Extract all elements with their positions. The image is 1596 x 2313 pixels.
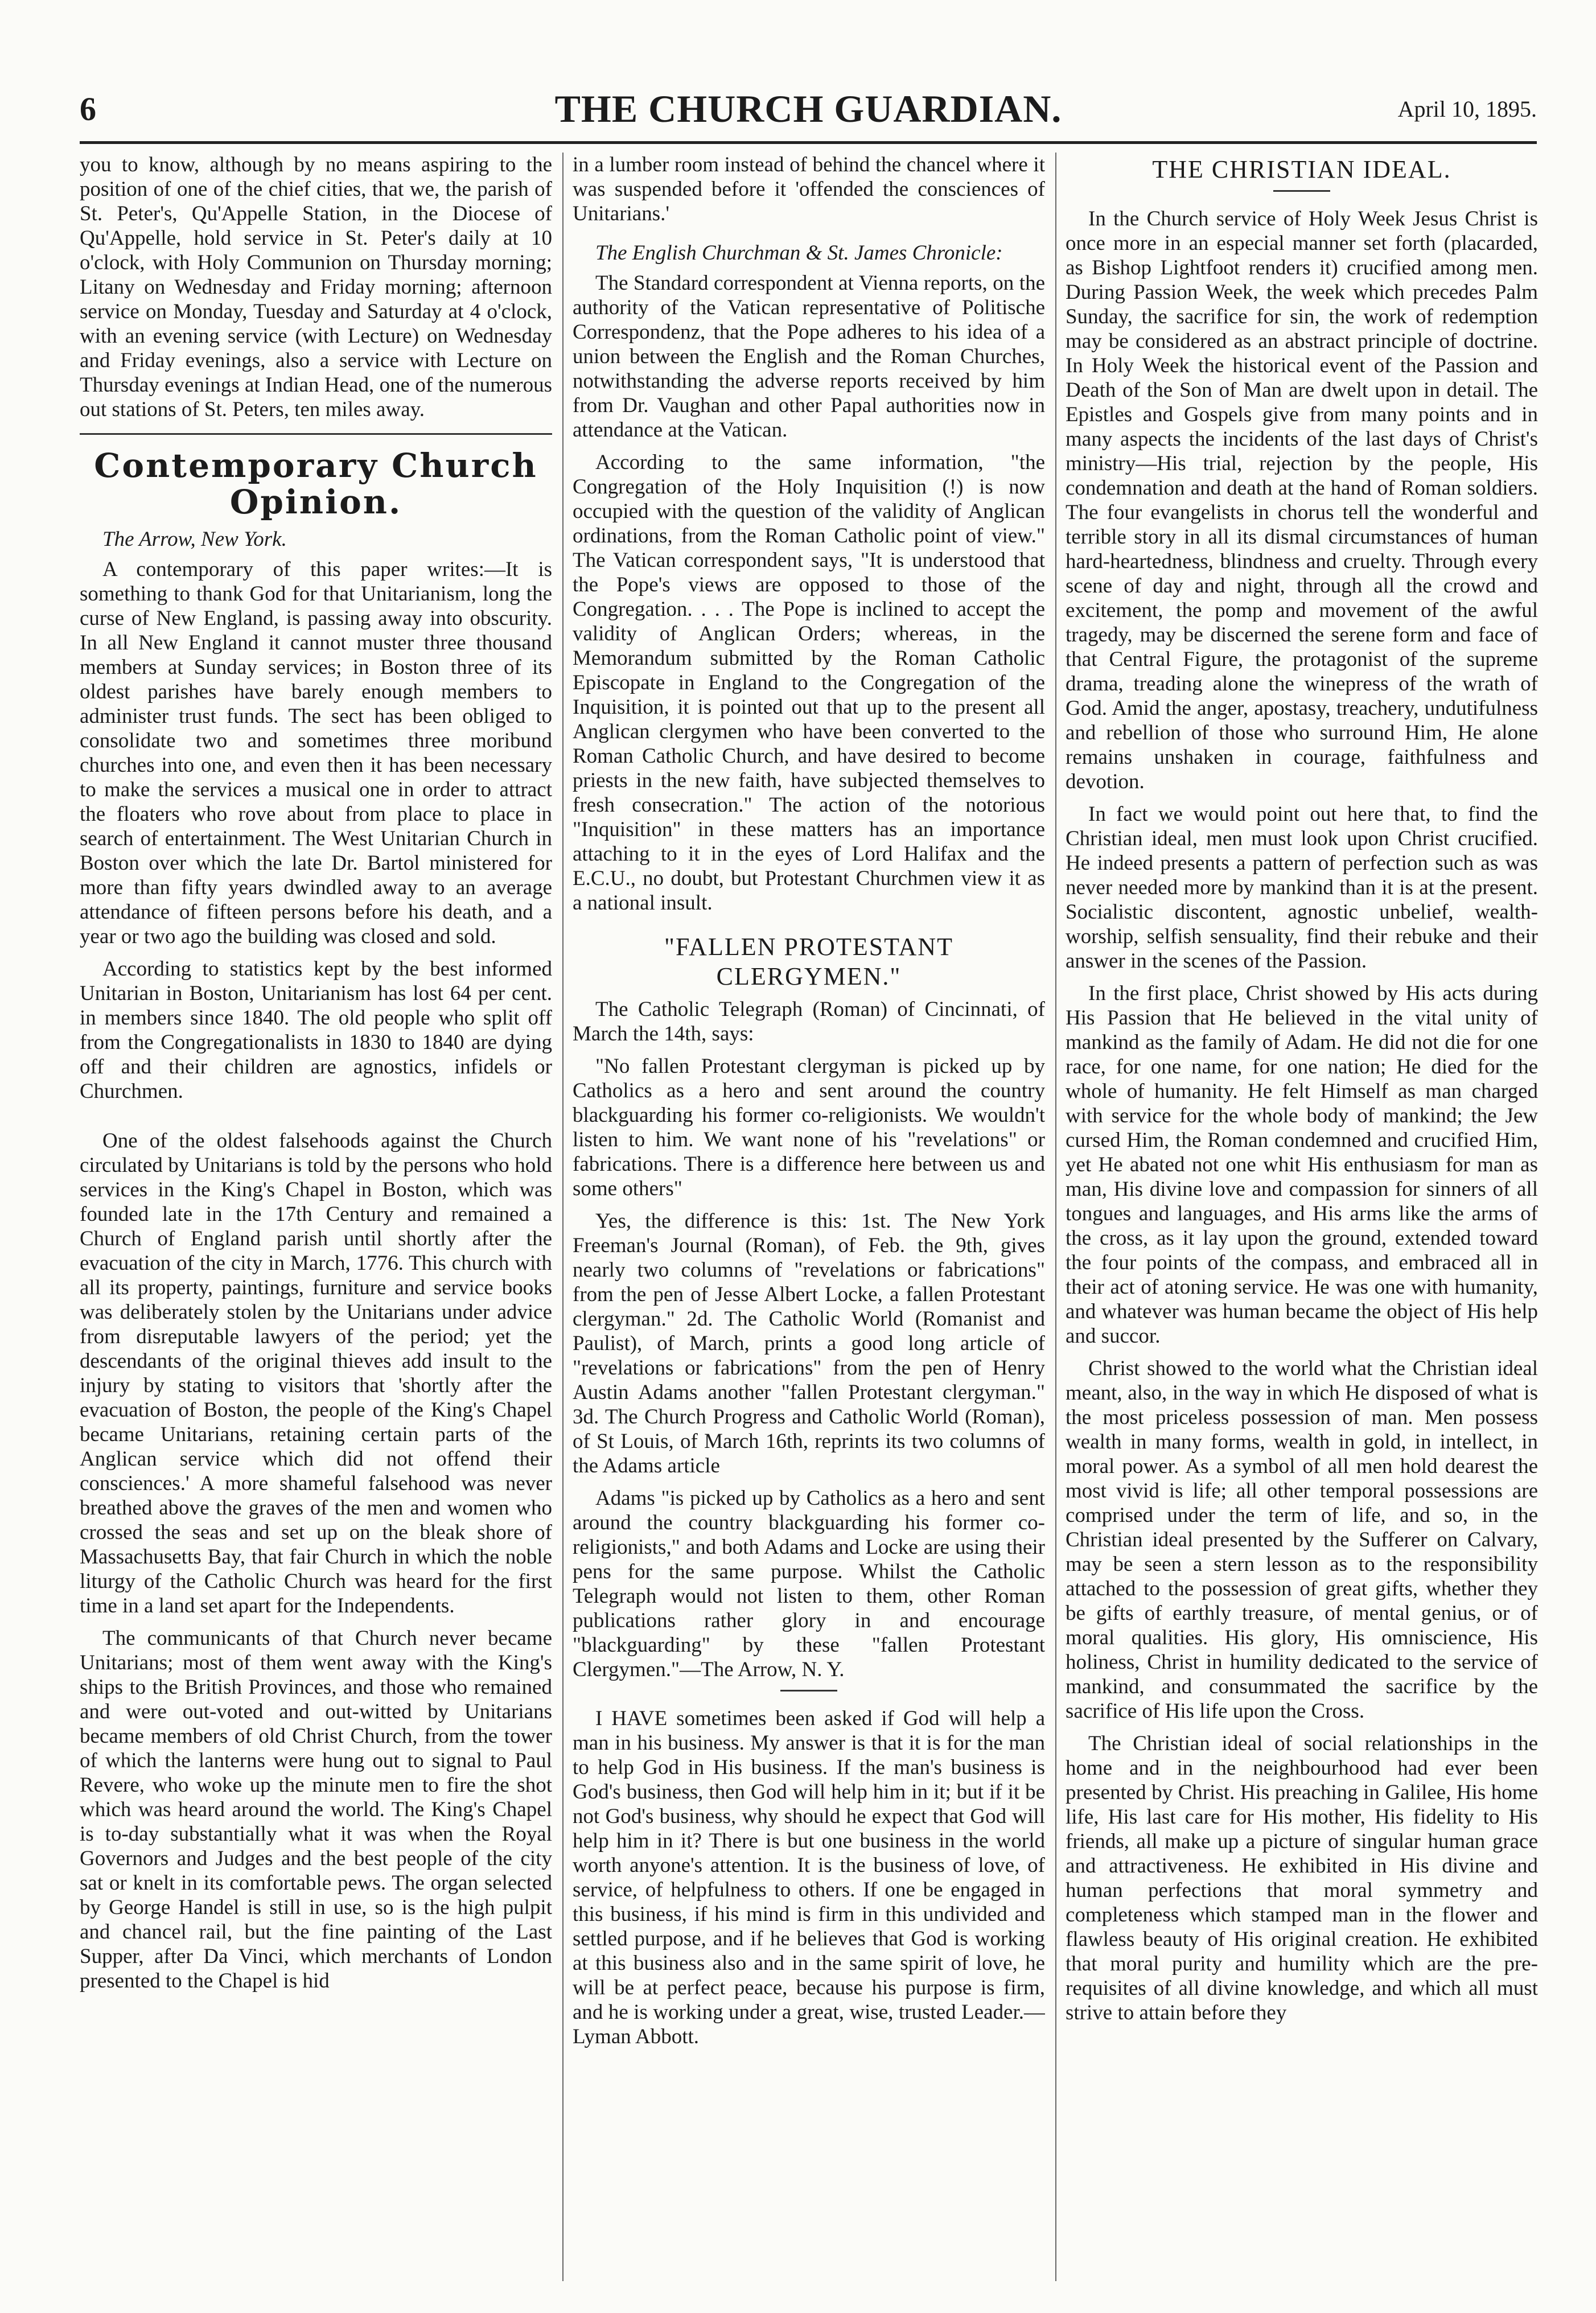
article-paragraph: "No fallen Protestant clergyman is picked up by Catholics as a hero and sent around the country blackguarding his former co-religionists. We wouldn't listen to him. We want none of his "revelations" or fabrications. There is a difference here between us and some others" — [573, 1055, 1045, 1200]
masthead — [80, 87, 1537, 135]
article-paragraph: In the Church service of Holy Week Jesus Christ is once more in an especial manner set forth (placarded, as Bishop Lightfoot renders it) crucified among men. During Passion Week, the week which precedes Palm Sunday, the sacrifice for sin, the work of redemption may be considered as an abstract principle of doctrine. In Holy Week the historical event of the Passion and Death of the Son of Man are dwelt upon in detail. The Epistles and Gospels give from many points and in many aspects the incidents of the last days of Christ's ministry—His trial, rejection by the people, His condemnation and death at the hand of Roman soldiers. The four evangelists in chorus tell the wonderful and terrible story in all its dismal circumstances of human hard-heartedness, blindness and cruelty. Through every scene of day and night, through all the crowd and excitement, the pomp and movement of the awful tragedy, may be discerned the serene form and face of that Central Figure, the protagonist of the supreme drama, treading alone the winepress of the wrath of God. Amid the anger, apostasy, treachery, undutifulness and rebellion of those who surround Him, He alone remains unshaken in courage, faithfulness and devotion. — [1066, 207, 1538, 793]
article-paragraph: in a lumber room instead of behind the chancel where it was suspended before it 'offended the consciences of Unitarians.' — [573, 153, 1045, 225]
section-heading: Contemporary Church Opinion. — [94, 446, 538, 521]
article-paragraph: I HAVE sometimes been asked if God will help a man in his business. My answer is that it is for the man to help God in His business. If the man's business is God's business, then God will help him in it; but if it be not God's business, why should he expect that God will help him in it? There is but one business in the world worth anyone's attention. It is the business of love, of service, of helpfulness to others. If one be engaged in this business, if his mind is firm in this undivided and settled purpose, and if he believes that God is working at this business also and in the same spirit of love, he will be at perfect peace, because his purpose is firm, and he is working under a great, wise, trusted Leader.—Lyman Abbott. — [573, 1707, 1045, 2048]
article-separator — [780, 1690, 837, 1691]
article-heading: "FALLEN PROTESTANT CLERGYMEN." — [664, 933, 953, 990]
source-citation: The Arrow, New York. — [102, 528, 287, 551]
issue-date: April 10, 1895. — [1397, 96, 1537, 122]
article-paragraph: According to statistics kept by the best informed Unitarian in Boston, Unitarianism has lost 64 per cent. in members since 1840. The old people who split off from the Congregationalists in 1830 to 1840 are dying off and their children are agnostics, infidels or Churchmen. — [80, 957, 552, 1103]
article-paragraph: The Catholic Telegraph (Roman) of Cincinnati, of March the 14th, says: — [573, 998, 1045, 1046]
article-paragraph: According to the same information, "the Congregation of the Holy Inquisition (!) is now occupied with the question of the validity of Anglican ordinations, from the Roman Catholic point of view." The Vatican correspondent says, "It is understood that the Pope's views are opposed to those of the Congregation. . . . The Pope is inclined to accept the validity of Anglican Orders; whereas, in the Memorandum submitted by the Roman Catholic Episcopate in England to the Congregation of the Inquisition, it is pointed out that up to the present all Anglican clergymen who have been converted to the Roman Catholic Church, and have desired to become priests in the new faith, have subjected themselves to fresh consecration." The action of the notorious "Inquisition" in these matters has an importance attaching to it in the eyes of Lord Halifax and the E.C.U., no doubt, but Protestant Churchmen view it as a national insult. — [573, 451, 1045, 915]
article-paragraph: you to know, although by no means aspiring to the position of one of the chief cities, that we, the parish of St. Peter's, Qu'Appelle Station, in the Diocese of Qu'Appelle, hold service in St. Peter's daily at 10 o'clock, with Holy Communion on Thursday morning; Litany on Wednesday and Friday morning; afternoon service on Monday, Tuesday and Saturday at 4 o'clock, with an evening service (with Lecture) on Wednesday and Friday evenings, also a service with Lecture on Thursday evenings at Indian Head, one of the numerous out stations of St. Peters, ten miles away. — [80, 153, 552, 421]
article-paragraph: In fact we would point out here that, to find the Christian ideal, men must look upon Christ crucified. He indeed presents a pattern of perfection such as was never needed more by mankind than it is at the present. Socialistic discontent, agnostic unbelief, wealth-worship, selfish sensuality, find their rebuke and their answer in the scenes of the Passion. — [1066, 802, 1538, 973]
column-left — [80, 153, 552, 2293]
column-divider — [562, 153, 563, 2281]
article-paragraph: One of the oldest falsehoods against the Church circulated by Unitarians is told by the persons who hold services in the King's Chapel in Boston, which was founded late in the 17th Century and remained a Church of England parish until shortly after the evacuation of the city in March, 1776. This church with all its property, paintings, furniture and service books was deliberately stolen by the Unitarians under advice from disreputable lawyers of the period; yet the descendants of the original thieves add insult to the injury by stating to visitors that 'shortly after the evacuation of Boston, the people of the King's Chapel became Unitarians, retaining certain parts of the Anglican service which did not offend their consciences.' A more shameful falsehood was never breathed above the graves of the men and women who crossed the seas and set up on the bleak shore of Massachusetts Bay, that fair Church in which the noble liturgy of the Catholic Church was heard for the first time in a land set apart for the Independents. — [80, 1129, 552, 1618]
article-heading: THE CHRISTIAN IDEAL. — [1152, 155, 1451, 183]
column-middle — [573, 153, 1045, 2293]
masthead-rule — [80, 141, 1537, 144]
article-paragraph: In the first place, Christ showed by His acts during His Passion that He believed in the vital unity of mankind as the family of Adam. He did not die for one race, for one name, for one nation; He died for the whole of humanity. He felt Himself as man charged with service for the whole body of mankind; the Jew cursed Him, the Roman condemned and crucified Him, yet He abated not one whit His enthusiasm for man as man, His divine love and compassion for sinners of all tongues and languages, and His arms like the arms of the cross, as it lay upon the ground, extended toward the four points of the compass, and embraced all in their act of atoning service. He was one with humanity, and whatever was human became the object of His help and succor. — [1066, 982, 1538, 1348]
article-paragraph: The communicants of that Church never became Unitarians; most of them went away with the King's ships to the British Provinces, and those who remained and were out-voted and out-witted by Unitarians became members of old Christ Church, from the tower of which the lanterns were hung out to signal to Paul Revere, who woke up the minute men to fire the shot which was heard around the world. The King's Chapel is to-day substantially what it was when the Royal Governors and Judges and the best people of the city sat or knelt in its comfortable pews. The organ selected by George Handel is still in use, so is the high pulpit and chancel rail, but the fine painting of the Last Supper, after Da Vinci, which merchants of London presented to the Chapel is hid — [80, 1627, 552, 1993]
article-paragraph: The Christian ideal of social relationships in the home and in the neighbourhood had ever been presented by Christ. His preaching in Galilee, His home life, His last care for His mother, His fidelity to His friends, all make up a picture of singular human grace and attractiveness. He exhibited in His divine and human perfections that moral symmetry and completeness which stamped man in the flower and flawless beauty of His original creation. He exhibited that moral purity and humility which are the pre-requisites of all divine knowledge, and which all must strive to attain before they — [1066, 1732, 1538, 2024]
newspaper-title: THE CHURCH GUARDIAN. — [554, 87, 1062, 130]
article-paragraph: Christ showed to the world what the Christian ideal meant, also, in the way in which He disposed of what is the most priceless possession of man. Men possess wealth in many forms, wealth in gold, in intellect, in moral power. As a symbol of all men hold dearest the most vivid is life; all other temporal possessions are comprised under the term of life, and so, in the Christian ideal presented by the Sufferer on Calvary, may be seen a stern lesson as to the responsibility attached to the possession of great gifts, whether they be gifts of earthly treasure, of mental genius, or of moral qualities. His glory, His omniscience, His holiness, Christ in humility dedicated to the service of mankind, and consummated the sacrifice by the sacrifice of His life upon the Cross. — [1066, 1357, 1538, 1723]
article-paragraph: The Standard correspondent at Vienna reports, on the authority of the Vatican representative of Politische Correspondenz, that the Pope adheres to his idea of a union between the English and the Roman Churches, notwithstanding the adverse reports received by him from Dr. Vaughan and other Papal authorities now in attendance at the Vatican. — [573, 271, 1045, 442]
article-paragraph: Yes, the difference is this: 1st. The New York Freeman's Journal (Roman), of Feb. the 9th, gives nearly two columns of "revelations or fabrications" from the pen of Jesse Albert Locke, a fallen Protestant clergyman." 2d. The Catholic World (Romanist and Paulist), of March, prints a good long article of "revelations or fabrications" from the pen of Henry Austin Adams another "fallen Protestant clergyman." 3d. The Church Progress and Catholic World (Roman), of St Louis, of March 16th, reprints its two columns of the Adams article — [573, 1209, 1045, 1477]
article-paragraph: Adams "is picked up by Catholics as a hero and sent around the country blackguarding his former co-religionists," and both Adams and Locke are using their pens for the same purpose. Whilst the Catholic Telegraph would not listen to them, other Roman publications rather glory in and encourage "blackguarding" by these "fallen Protestant Clergymen."—The Arrow, N. Y. — [573, 1487, 1045, 1681]
source-citation: The English Churchman & St. James Chronicle: — [595, 241, 1003, 265]
page-number: 6 — [80, 90, 96, 127]
article-paragraph: A contemporary of this paper writes:—It is something to thank God for that Unitarianism, long the curse of New England, is passing away into obscurity. In all New England it cannot muster three thousand members at Sunday services; in Boston three of its oldest parishes have barely enough members to administer trust funds. The sect has been obliged to consolidate two and sometimes three moribund churches into one, and even then it has been necessary to make the services a musical one in order to attract the floaters who rove about from place to place in search of entertainment. The West Unitarian Church in Boston over which the late Dr. Bartol ministered for more than fifty years dwindled away to an average attendance of fifteen persons before his death, and a year or two ago the building was closed and sold. — [80, 558, 552, 948]
column-divider — [1055, 153, 1056, 2281]
heading-rule — [1273, 190, 1330, 192]
section-rule — [80, 433, 552, 435]
column-right — [1066, 153, 1538, 2293]
